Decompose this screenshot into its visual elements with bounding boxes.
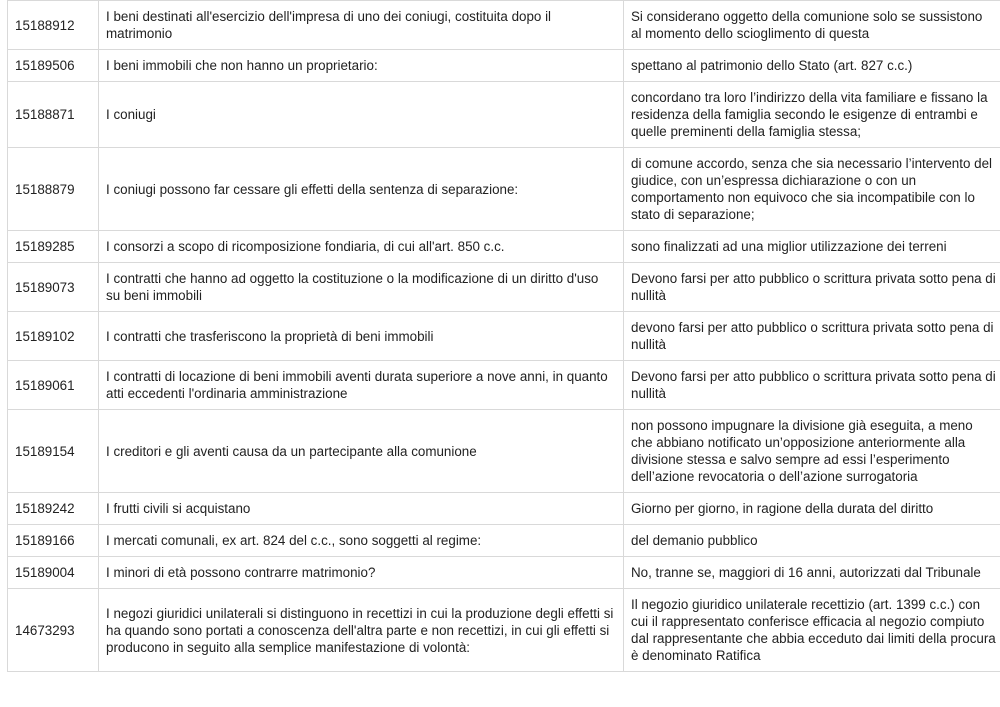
table-row	[8, 493, 1000, 525]
qa-table-body	[8, 1, 1000, 672]
row-answer: Giorno per giorno, in ragione della durata del diritto	[624, 493, 1000, 525]
row-question: I beni destinati all'esercizio dell'impresa di uno dei coniugi, costituita dopo il matrimonio	[99, 1, 624, 50]
row-answer: sono finalizzati ad una miglior utilizzazione dei terreni	[624, 231, 1000, 263]
table-row	[8, 557, 1000, 589]
row-question: I beni immobili che non hanno un proprietario:	[99, 50, 624, 82]
row-answer: spettano al patrimonio dello Stato (art. 827 c.c.)	[624, 50, 1000, 82]
table-row	[8, 312, 1000, 361]
row-answer: Devono farsi per atto pubblico o scrittura privata sotto pena di nullità	[624, 361, 1000, 410]
table-row	[8, 148, 1000, 231]
table-row	[8, 263, 1000, 312]
table-row	[8, 50, 1000, 82]
row-answer: devono farsi per atto pubblico o scrittura privata sotto pena di nullità	[624, 312, 1000, 361]
row-question: I coniugi	[99, 82, 624, 148]
row-id: 15189166	[8, 525, 99, 557]
table-row	[8, 82, 1000, 148]
row-id: 15188871	[8, 82, 99, 148]
row-question: I contratti che hanno ad oggetto la costituzione o la modificazione di un diritto d'uso su beni immobili	[99, 263, 624, 312]
row-id: 15189506	[8, 50, 99, 82]
row-question: I coniugi possono far cessare gli effetti della sentenza di separazione:	[99, 148, 624, 231]
qa-table	[7, 0, 1000, 672]
row-id: 15189073	[8, 263, 99, 312]
table-row	[8, 589, 1000, 672]
row-answer: del demanio pubblico	[624, 525, 1000, 557]
row-answer: di comune accordo, senza che sia necessario l’intervento del giudice, con un’espressa dichiarazione o con un comportamento non equivoco che sia incompatibile con lo stato di separazione;	[624, 148, 1000, 231]
row-question: I consorzi a scopo di ricomposizione fondiaria, di cui all'art. 850 c.c.	[99, 231, 624, 263]
table-row	[8, 361, 1000, 410]
row-answer: concordano tra loro l’indirizzo della vita familiare e fissano la residenza della famiglia secondo le esigenze di entrambi e quelle preminenti della famiglia stessa;	[624, 82, 1000, 148]
row-answer: Si considerano oggetto della comunione solo se sussistono al momento dello scioglimento di questa	[624, 1, 1000, 50]
row-answer: Il negozio giuridico unilaterale recettizio (art. 1399 c.c.) con cui il rappresentato conferisce efficacia al negozio compiuto dal rappresentante che abbia ecceduto dai limiti della procura è denominato Ratifica	[624, 589, 1000, 672]
row-question: I contratti che trasferiscono la proprietà di beni immobili	[99, 312, 624, 361]
row-id: 15189004	[8, 557, 99, 589]
row-answer: non possono impugnare la divisione già eseguita, a meno che abbiano notificato un’opposizione anteriormente alla divisione stessa e salvo sempre ad essi l’esperimento dell’azione revocatoria o dell’azione surrogatoria	[624, 410, 1000, 493]
row-question: I contratti di locazione di beni immobili aventi durata superiore a nove anni, in quanto atti eccedenti l'ordinaria amministrazione	[99, 361, 624, 410]
row-id: 14673293	[8, 589, 99, 672]
row-id: 15189154	[8, 410, 99, 493]
row-question: I frutti civili si acquistano	[99, 493, 624, 525]
row-question: I negozi giuridici unilaterali si distinguono in recettizi in cui la produzione degli effetti si ha quando sono portati a conoscenza dell'altra parte e non recettizi, in cui gli effetti si producono in seguito alla semplice manifestazione di volontà:	[99, 589, 624, 672]
table-row	[8, 231, 1000, 263]
row-question: I minori di età possono contrarre matrimonio?	[99, 557, 624, 589]
row-answer: No, tranne se, maggiori di 16 anni, autorizzati dal Tribunale	[624, 557, 1000, 589]
table-row	[8, 1, 1000, 50]
row-question: I mercati comunali, ex art. 824 del c.c., sono soggetti al regime:	[99, 525, 624, 557]
row-id: 15188912	[8, 1, 99, 50]
row-id: 15188879	[8, 148, 99, 231]
table-row	[8, 410, 1000, 493]
row-id: 15189061	[8, 361, 99, 410]
row-question: I creditori e gli aventi causa da un partecipante alla comunione	[99, 410, 624, 493]
row-id: 15189102	[8, 312, 99, 361]
table-row	[8, 525, 1000, 557]
row-id: 15189285	[8, 231, 99, 263]
row-id: 15189242	[8, 493, 99, 525]
row-answer: Devono farsi per atto pubblico o scrittura privata sotto pena di nullità	[624, 263, 1000, 312]
